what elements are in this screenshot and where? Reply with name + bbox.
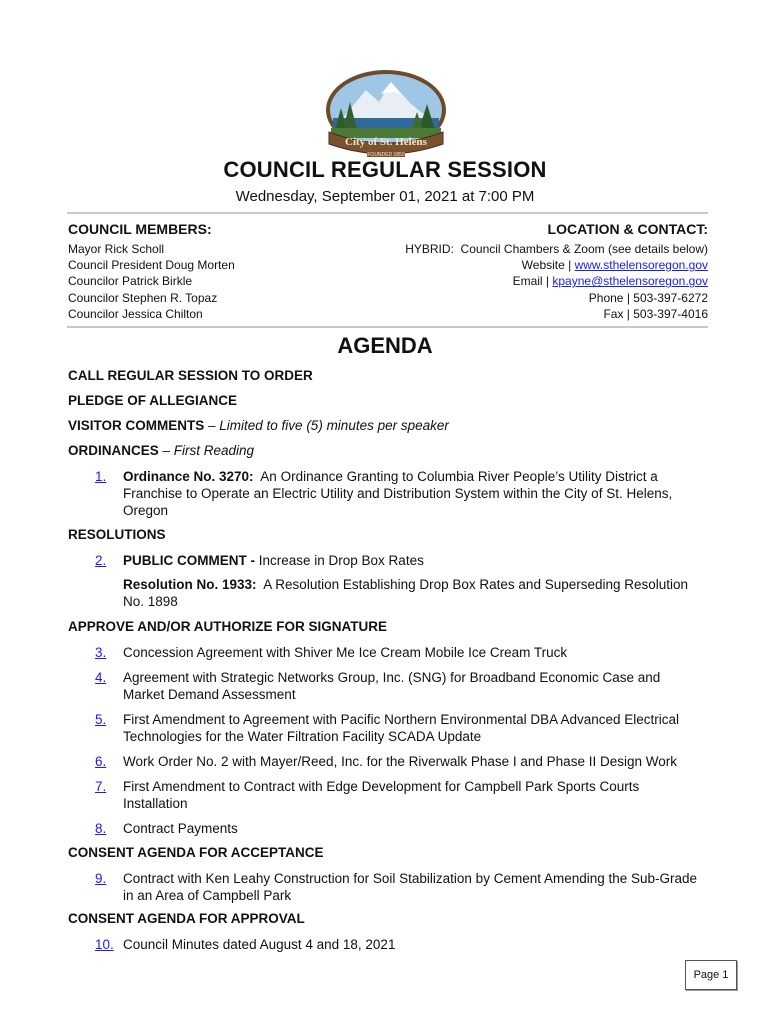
section-approve: [68, 619, 387, 634]
member-item: Councilor Jessica Chilton: [68, 306, 203, 321]
item-text: [123, 468, 705, 519]
section-call-to-order: [68, 368, 313, 383]
item-number-link[interactable]: 5.: [95, 712, 107, 727]
logo-banner-text: City of St. Helens: [345, 136, 427, 148]
item-bold-label: PUBLIC COMMENT -: [123, 553, 259, 568]
item-number-link[interactable]: 2.: [95, 553, 107, 568]
agenda-item-6: [95, 753, 705, 770]
item-text: [123, 552, 705, 569]
section-note: – Limited to five (5) minutes per speaker: [204, 418, 449, 433]
section-consent-approval: [68, 911, 305, 926]
agenda-heading: AGENDA: [337, 333, 433, 358]
section-label: RESOLUTIONS: [68, 527, 166, 542]
members-heading: COUNCIL MEMBERS:: [68, 221, 212, 237]
item-number-link[interactable]: 4.: [95, 670, 107, 685]
agenda-item-4: [95, 669, 705, 703]
section-label: APPROVE AND/OR AUTHORIZE FOR SIGNATURE: [68, 619, 388, 634]
section-label: CALL REGULAR SESSION TO ORDER: [68, 368, 313, 383]
section-consent-acceptance: [68, 845, 324, 860]
section-label: PLEDGE OF ALLEGIANCE: [68, 393, 238, 408]
city-of-st-helens-logo: [321, 68, 451, 158]
item-description: Contract with Ken Leahy Construction for Soil Stabilization by Cement Amending the Sub-Grade in an Area of Campbell Park: [123, 871, 698, 903]
divider-top: [67, 212, 708, 214]
item-description: Contract Payments: [123, 821, 238, 836]
contact-fax: Fax | 503-397-4016: [603, 306, 708, 321]
item-description: Increase in Drop Box Rates: [258, 553, 424, 568]
section-pledge: [68, 393, 237, 408]
agenda-item-8: [95, 820, 705, 837]
item-description: Agreement with Strategic Networks Group, Inc. (SNG) for Broadband Economic Case and Market Demand Assessment: [123, 670, 661, 702]
item-number-link[interactable]: 6.: [95, 754, 107, 769]
section-label: CONSENT AGENDA FOR ACCEPTANCE: [68, 845, 324, 860]
item-bold-label: Ordinance No. 3270:: [123, 469, 254, 484]
section-ordinances: [68, 443, 254, 458]
website-label: Website |: [521, 258, 575, 273]
agenda-item-3: [95, 644, 705, 661]
item-number-link[interactable]: 10.: [95, 937, 114, 952]
page-number-badge: Page 1: [685, 960, 737, 990]
item-number-link[interactable]: 1.: [95, 469, 107, 484]
logo-founded-text: FOUNDED 1850: [367, 152, 405, 158]
contact-hybrid: HYBRID: Council Chambers & Zoom (see details below): [405, 242, 708, 256]
section-label: CONSENT AGENDA FOR APPROVAL: [68, 911, 305, 926]
agenda-item-5: [95, 711, 705, 745]
divider-bottom: [67, 326, 708, 328]
member-item: Council President Doug Morten: [68, 258, 235, 273]
contact-heading: LOCATION & CONTACT:: [547, 221, 708, 237]
item-number-link[interactable]: 3.: [95, 645, 107, 660]
member-item: Councilor Patrick Birkle: [68, 274, 193, 289]
contact-phone: Phone | 503-397-6272: [588, 290, 708, 305]
agenda-item-10: [95, 936, 705, 953]
agenda-item-9: [95, 870, 705, 904]
meeting-date: Wednesday, September 01, 2021 at 7:00 PM: [235, 188, 535, 205]
item-description: Concession Agreement with Shiver Me Ice Cream Mobile Ice Cream Truck: [123, 645, 568, 660]
contact-website-row: [405, 257, 708, 273]
section-note: – First Reading: [158, 443, 255, 458]
agenda-item-7: [95, 778, 705, 812]
email-label: Email |: [512, 274, 553, 289]
website-link[interactable]: www.sthelensoregon.gov: [574, 258, 708, 273]
item-text: [123, 576, 705, 610]
section-visitor-comments: [68, 418, 449, 433]
item-number-link[interactable]: 9.: [95, 871, 107, 886]
contact-email-row: [405, 273, 708, 289]
agenda-item-2-resolution: [95, 576, 705, 610]
member-item: Councilor Stephen R. Topaz: [68, 290, 218, 305]
contact-block: [405, 241, 708, 322]
agenda-item-1: [95, 468, 705, 519]
item-description: First Amendment to Agreement with Pacific Northern Environmental DBA Advanced Electrical Technologies for the Water Filtration Facility SCADA Update: [123, 712, 680, 744]
page-title: COUNCIL REGULAR SESSION: [223, 157, 547, 182]
item-description: First Amendment to Contract with Edge Development for Campbell Park Sports Courts Installation: [123, 779, 640, 811]
section-resolutions: [68, 527, 166, 542]
agenda-item-2: [95, 552, 705, 569]
section-label: ORDINANCES: [68, 443, 159, 458]
email-link[interactable]: kpayne@sthelensoregon.gov: [552, 274, 708, 289]
item-number-link[interactable]: 8.: [95, 821, 107, 836]
item-description: An Ordinance Granting to Columbia River People’s Utility District a Franchise to Operate an Electric Utility and Distribution System within the City of St. Helens, Oregon: [123, 469, 676, 518]
section-label: VISITOR COMMENTS: [68, 418, 205, 433]
item-description: A Resolution Establishing Drop Box Rates and Superseding Resolution No. 1898: [123, 577, 692, 609]
member-item: Mayor Rick Scholl: [68, 242, 165, 256]
item-description: Work Order No. 2 with Mayer/Reed, Inc. for the Riverwalk Phase I and Phase II Design Work: [123, 754, 677, 769]
item-number-link[interactable]: 7.: [95, 779, 107, 794]
members-list: [68, 241, 235, 322]
item-description: Council Minutes dated August 4 and 18, 2021: [123, 937, 396, 952]
item-bold-label: Resolution No. 1933:: [123, 577, 257, 592]
